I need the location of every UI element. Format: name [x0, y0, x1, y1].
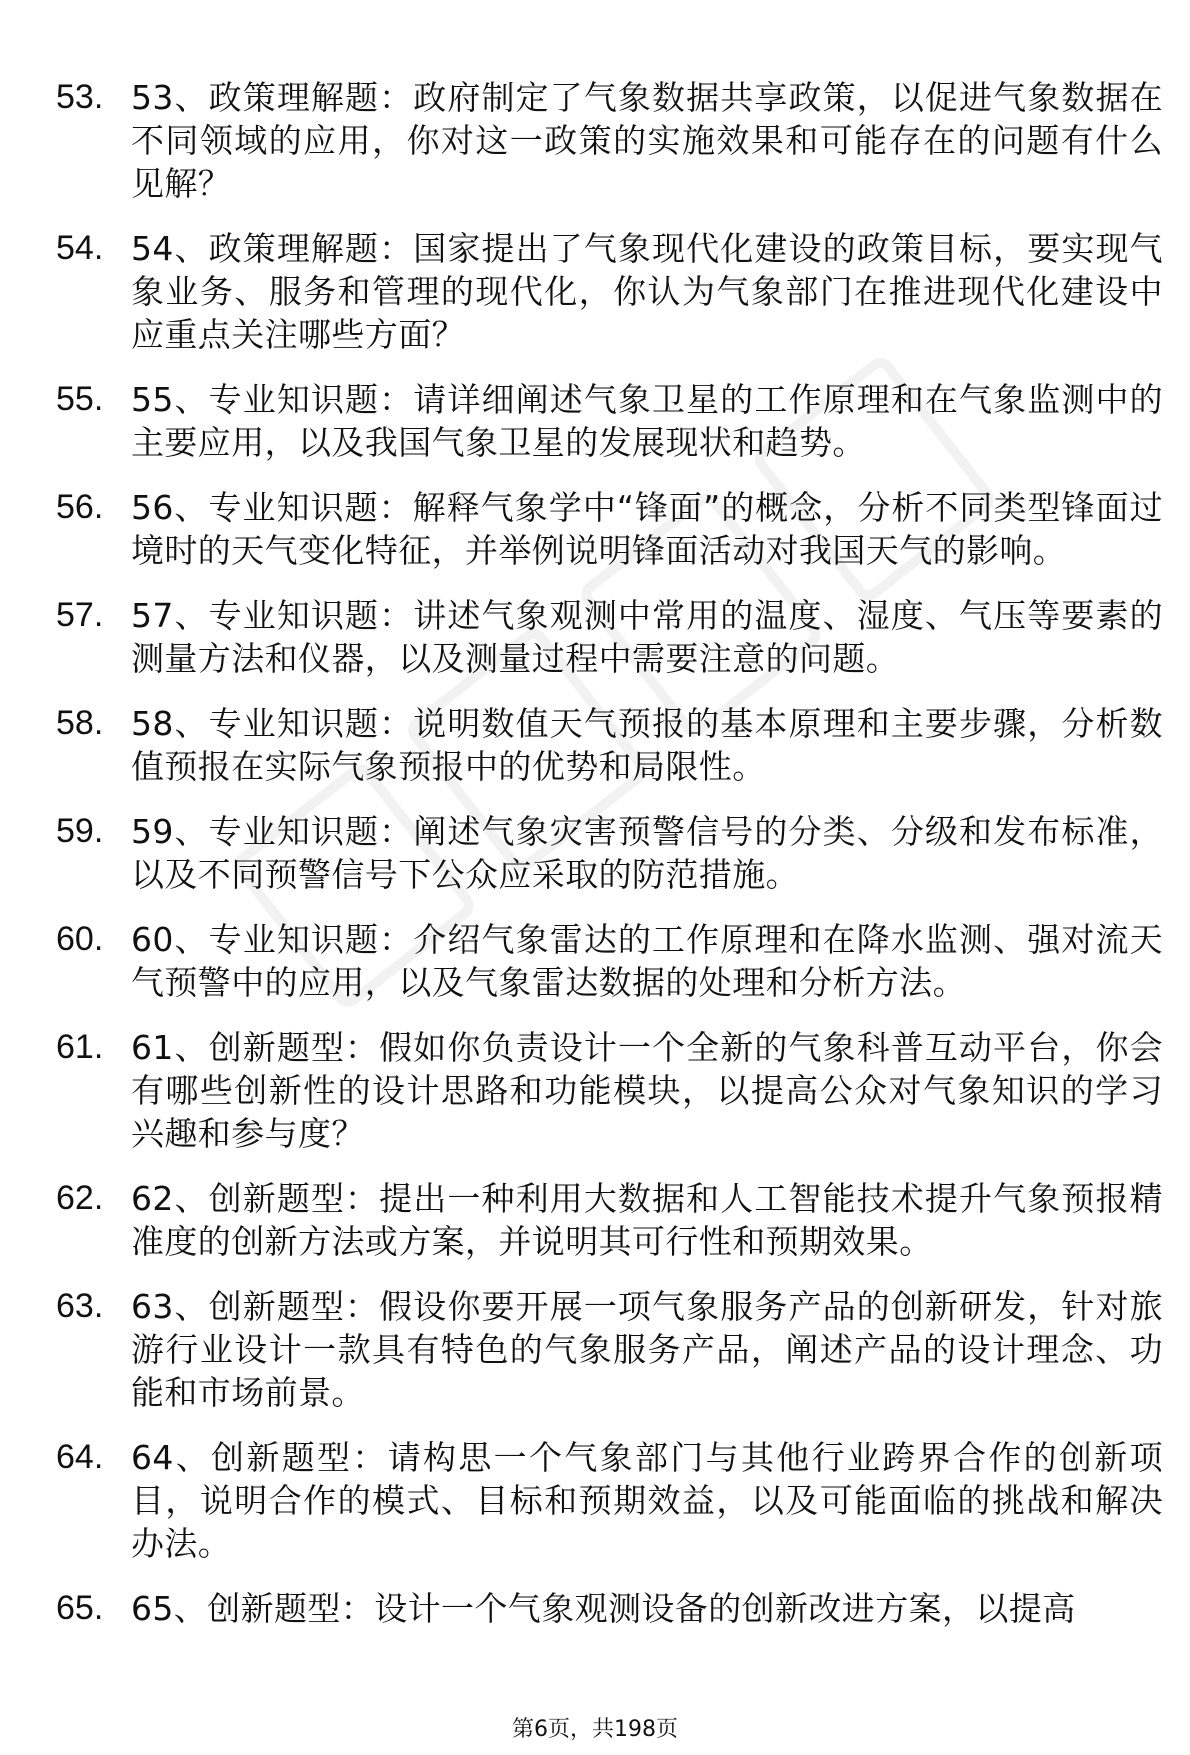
question-number: 62. [56, 1179, 104, 1217]
question-text: 59、专业知识题：阐述气象灾害预警信号的分类、分级和发布标准，以及不同预警信号下公众应采取的防范措施。 [131, 812, 1163, 894]
question-number: 57. [56, 596, 104, 634]
question-number: 59. [56, 812, 104, 850]
question-text: 64、创新题型：请构思一个气象部门与其他行业跨界合作的创新项目，说明合作的模式、目标和预期效益，以及可能面临的挑战和解决办法。 [131, 1438, 1163, 1563]
list-item [56, 702, 1163, 788]
question-text: 62、创新题型：提出一种利用大数据和人工智能技术提升气象预报精准度的创新方法或方案，并说明其可行性和预期效果。 [131, 1179, 1163, 1261]
question-number: 64. [56, 1438, 104, 1476]
question-text: 53、政策理解题：政府制定了气象数据共享政策，以促进气象数据在不同领域的应用，你对这一政策的实施效果和可能存在的问题有什么见解？ [131, 78, 1163, 203]
list-item [56, 1177, 1163, 1263]
question-number: 60. [56, 920, 104, 958]
question-text: 61、创新题型：假如你负责设计一个全新的气象科普互动平台，你会有哪些创新性的设计思路和功能模块，以提高公众对气象知识的学习兴趣和参与度？ [131, 1028, 1163, 1153]
question-number: 65. [56, 1589, 104, 1627]
question-text: 56、专业知识题：解释气象学中“锋面”的概念，分析不同类型锋面过境时的天气变化特征，并举例说明锋面活动对我国天气的影响。 [131, 488, 1163, 570]
question-text: 54、政策理解题：国家提出了气象现代化建设的政策目标，要实现气象业务、服务和管理的现代化，你认为气象部门在推进现代化建设中应重点关注哪些方面？ [131, 229, 1163, 354]
question-text: 63、创新题型：假设你要开展一项气象服务产品的创新研发，针对旅游行业设计一款具有特色的气象服务产品，阐述产品的设计理念、功能和市场前景。 [131, 1287, 1163, 1412]
question-text: 65、创新题型：设计一个气象观测设备的创新改进方案，以提高 [131, 1589, 1076, 1628]
question-text: 55、专业知识题：请详细阐述气象卫星的工作原理和在气象监测中的主要应用，以及我国气象卫星的发展现状和趋势。 [131, 380, 1163, 462]
list-item [56, 594, 1163, 680]
list-item [56, 76, 1163, 205]
question-list [56, 76, 1163, 1652]
question-text: 58、专业知识题：说明数值天气预报的基本原理和主要步骤，分析数值预报在实际气象预报中的优势和局限性。 [131, 704, 1163, 786]
list-item [56, 1285, 1163, 1414]
list-item [56, 918, 1163, 1004]
question-number: 54. [56, 229, 104, 267]
question-text: 57、专业知识题：讲述气象观测中常用的温度、湿度、气压等要素的测量方法和仪器，以及测量过程中需要注意的问题。 [131, 596, 1163, 678]
question-number: 56. [56, 488, 104, 526]
list-item [56, 1587, 1156, 1630]
list-item [56, 1026, 1163, 1155]
page-footer: 第6页，共198页 [512, 1717, 678, 1742]
list-item [56, 227, 1163, 356]
question-number: 63. [56, 1287, 104, 1325]
list-item [56, 378, 1163, 464]
list-item [56, 1436, 1163, 1565]
question-text: 60、专业知识题：介绍气象雷达的工作原理和在降水监测、强对流天气预警中的应用，以及气象雷达数据的处理和分析方法。 [131, 920, 1163, 1002]
list-item [56, 486, 1163, 572]
question-number: 55. [56, 380, 104, 418]
question-number: 58. [56, 704, 104, 742]
question-number: 61. [56, 1028, 104, 1066]
question-number: 53. [56, 78, 104, 116]
list-item [56, 810, 1163, 896]
